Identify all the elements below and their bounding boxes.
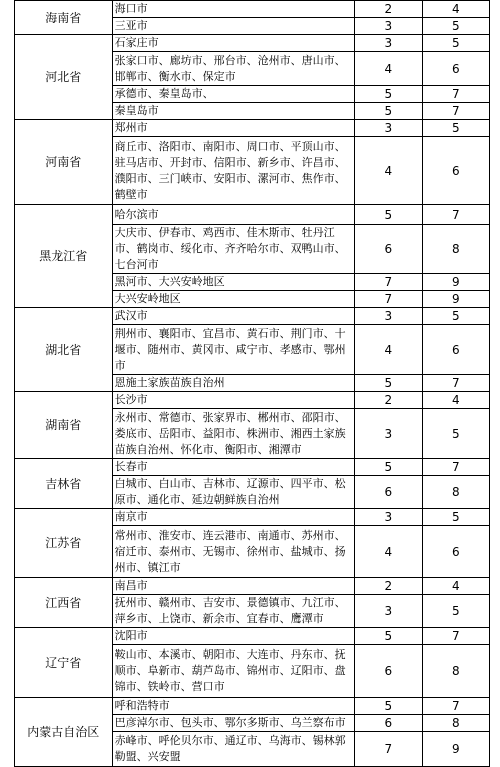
value-b-cell: 4 xyxy=(422,578,489,595)
value-a-cell: 4 xyxy=(355,325,422,375)
value-a-cell: 5 xyxy=(355,86,422,103)
value-b-cell: 7 xyxy=(422,205,489,225)
table-row xyxy=(15,35,490,52)
table-row xyxy=(15,578,490,595)
province-cell: 河南省 xyxy=(15,120,113,205)
value-b-cell: 6 xyxy=(422,137,489,205)
value-b-cell: 8 xyxy=(422,225,489,274)
cities-cell: 巴彦淖尔市、包头市、鄂尔多斯市、乌兰察布市 xyxy=(112,715,355,732)
value-a-cell: 6 xyxy=(355,476,422,509)
value-a-cell: 3 xyxy=(355,18,422,35)
value-b-cell: 8 xyxy=(422,645,489,698)
value-a-cell: 4 xyxy=(355,52,422,86)
cities-cell: 黑河市、大兴安岭地区 xyxy=(112,274,355,291)
value-a-cell: 2 xyxy=(355,578,422,595)
province-cell: 江西省 xyxy=(15,578,113,628)
value-b-cell: 5 xyxy=(422,595,489,628)
value-b-cell: 7 xyxy=(422,86,489,103)
value-b-cell: 6 xyxy=(422,52,489,86)
value-b-cell: 9 xyxy=(422,274,489,291)
cities-cell: 恩施土家族苗族自治州 xyxy=(112,375,355,392)
value-b-cell: 5 xyxy=(422,409,489,459)
value-b-cell: 5 xyxy=(422,120,489,137)
table-row xyxy=(15,509,490,526)
province-cell: 河北省 xyxy=(15,35,113,120)
value-a-cell: 5 xyxy=(355,205,422,225)
cities-cell: 呼和浩特市 xyxy=(112,698,355,715)
value-a-cell: 2 xyxy=(355,1,422,18)
value-a-cell: 7 xyxy=(355,274,422,291)
province-cell: 辽宁省 xyxy=(15,628,113,698)
value-a-cell: 3 xyxy=(355,509,422,526)
value-b-cell: 7 xyxy=(422,628,489,645)
province-cell: 海南省 xyxy=(15,1,113,35)
table-row xyxy=(15,1,490,18)
table-body xyxy=(15,1,490,767)
cities-cell: 南京市 xyxy=(112,509,355,526)
cities-cell: 郑州市 xyxy=(112,120,355,137)
value-a-cell: 5 xyxy=(355,459,422,476)
cities-cell: 张家口市、廊坊市、邢台市、沧州市、唐山市、邯郸市、衡水市、保定市 xyxy=(112,52,355,86)
value-b-cell: 5 xyxy=(422,308,489,325)
cities-cell: 永州市、常德市、张家界市、郴州市、邵阳市、娄底市、岳阳市、益阳市、株洲市、湘西土家族苗族自治州、怀化市、衡阳市、湘潭市 xyxy=(112,409,355,459)
value-b-cell: 6 xyxy=(422,526,489,578)
value-a-cell: 3 xyxy=(355,595,422,628)
value-a-cell: 6 xyxy=(355,645,422,698)
cities-cell: 商丘市、洛阳市、南阳市、周口市、平顶山市、驻马店市、开封市、信阳市、新乡市、许昌市、濮阳市、三门峡市、安阳市、漯河市、焦作市、鹤壁市 xyxy=(112,137,355,205)
table-row xyxy=(15,120,490,137)
value-b-cell: 4 xyxy=(422,392,489,409)
value-a-cell: 4 xyxy=(355,526,422,578)
cities-cell: 抚州市、赣州市、吉安市、景德镇市、九江市、萍乡市、上饶市、新余市、宜春市、鹰潭市 xyxy=(112,595,355,628)
value-b-cell: 7 xyxy=(422,698,489,715)
value-a-cell: 5 xyxy=(355,375,422,392)
province-cell: 黑龙江省 xyxy=(15,205,113,308)
value-a-cell: 5 xyxy=(355,698,422,715)
cities-cell: 承德市、秦皇岛市、 xyxy=(112,86,355,103)
table-row xyxy=(15,459,490,476)
city-tier-table xyxy=(14,0,490,767)
province-cell: 内蒙古自治区 xyxy=(15,698,113,767)
cities-cell: 常州市、淮安市、连云港市、南通市、苏州市、宿迁市、泰州市、无锡市、徐州市、盐城市、扬州市、镇江市 xyxy=(112,526,355,578)
cities-cell: 大庆市、伊春市、鸡西市、佳木斯市、牡丹江市、鹤岗市、绥化市、齐齐哈尔市、双鸭山市、七台河市 xyxy=(112,225,355,274)
value-b-cell: 6 xyxy=(422,325,489,375)
table-row xyxy=(15,628,490,645)
value-a-cell: 7 xyxy=(355,291,422,308)
value-b-cell: 5 xyxy=(422,509,489,526)
province-cell: 湖南省 xyxy=(15,392,113,459)
table-row xyxy=(15,205,490,225)
value-a-cell: 6 xyxy=(355,715,422,732)
province-cell: 江苏省 xyxy=(15,509,113,578)
table-row xyxy=(15,698,490,715)
province-cell: 吉林省 xyxy=(15,459,113,509)
cities-cell: 赤峰市、呼伦贝尔市、通辽市、乌海市、锡林郭勒盟、兴安盟 xyxy=(112,732,355,767)
value-a-cell: 7 xyxy=(355,732,422,767)
value-a-cell: 6 xyxy=(355,225,422,274)
cities-cell: 沈阳市 xyxy=(112,628,355,645)
province-cell: 湖北省 xyxy=(15,308,113,392)
value-a-cell: 3 xyxy=(355,308,422,325)
cities-cell: 秦皇岛市 xyxy=(112,103,355,120)
cities-cell: 海口市 xyxy=(112,1,355,18)
value-b-cell: 7 xyxy=(422,375,489,392)
value-a-cell: 3 xyxy=(355,409,422,459)
value-a-cell: 5 xyxy=(355,628,422,645)
value-a-cell: 2 xyxy=(355,392,422,409)
value-b-cell: 4 xyxy=(422,1,489,18)
value-b-cell: 9 xyxy=(422,732,489,767)
cities-cell: 武汉市 xyxy=(112,308,355,325)
value-a-cell: 3 xyxy=(355,35,422,52)
cities-cell: 三亚市 xyxy=(112,18,355,35)
cities-cell: 大兴安岭地区 xyxy=(112,291,355,308)
value-b-cell: 8 xyxy=(422,476,489,509)
value-b-cell: 7 xyxy=(422,103,489,120)
table-row xyxy=(15,308,490,325)
value-a-cell: 5 xyxy=(355,103,422,120)
cities-cell: 鞍山市、本溪市、朝阳市、大连市、丹东市、抚顺市、阜新市、葫芦岛市、锦州市、辽阳市、盘锦市、铁岭市、营口市 xyxy=(112,645,355,698)
value-b-cell: 8 xyxy=(422,715,489,732)
cities-cell: 长春市 xyxy=(112,459,355,476)
cities-cell: 白城市、白山市、吉林市、辽源市、四平市、松原市、通化市、延边朝鲜族自治州 xyxy=(112,476,355,509)
value-b-cell: 5 xyxy=(422,35,489,52)
value-a-cell: 3 xyxy=(355,120,422,137)
value-b-cell: 5 xyxy=(422,18,489,35)
cities-cell: 南昌市 xyxy=(112,578,355,595)
cities-cell: 哈尔滨市 xyxy=(112,205,355,225)
table-row xyxy=(15,392,490,409)
value-b-cell: 7 xyxy=(422,459,489,476)
value-b-cell: 9 xyxy=(422,291,489,308)
cities-cell: 荆州市、襄阳市、宜昌市、黄石市、荆门市、十堰市、随州市、黄冈市、咸宁市、孝感市、鄂州市 xyxy=(112,325,355,375)
value-a-cell: 4 xyxy=(355,137,422,205)
cities-cell: 长沙市 xyxy=(112,392,355,409)
cities-cell: 石家庄市 xyxy=(112,35,355,52)
